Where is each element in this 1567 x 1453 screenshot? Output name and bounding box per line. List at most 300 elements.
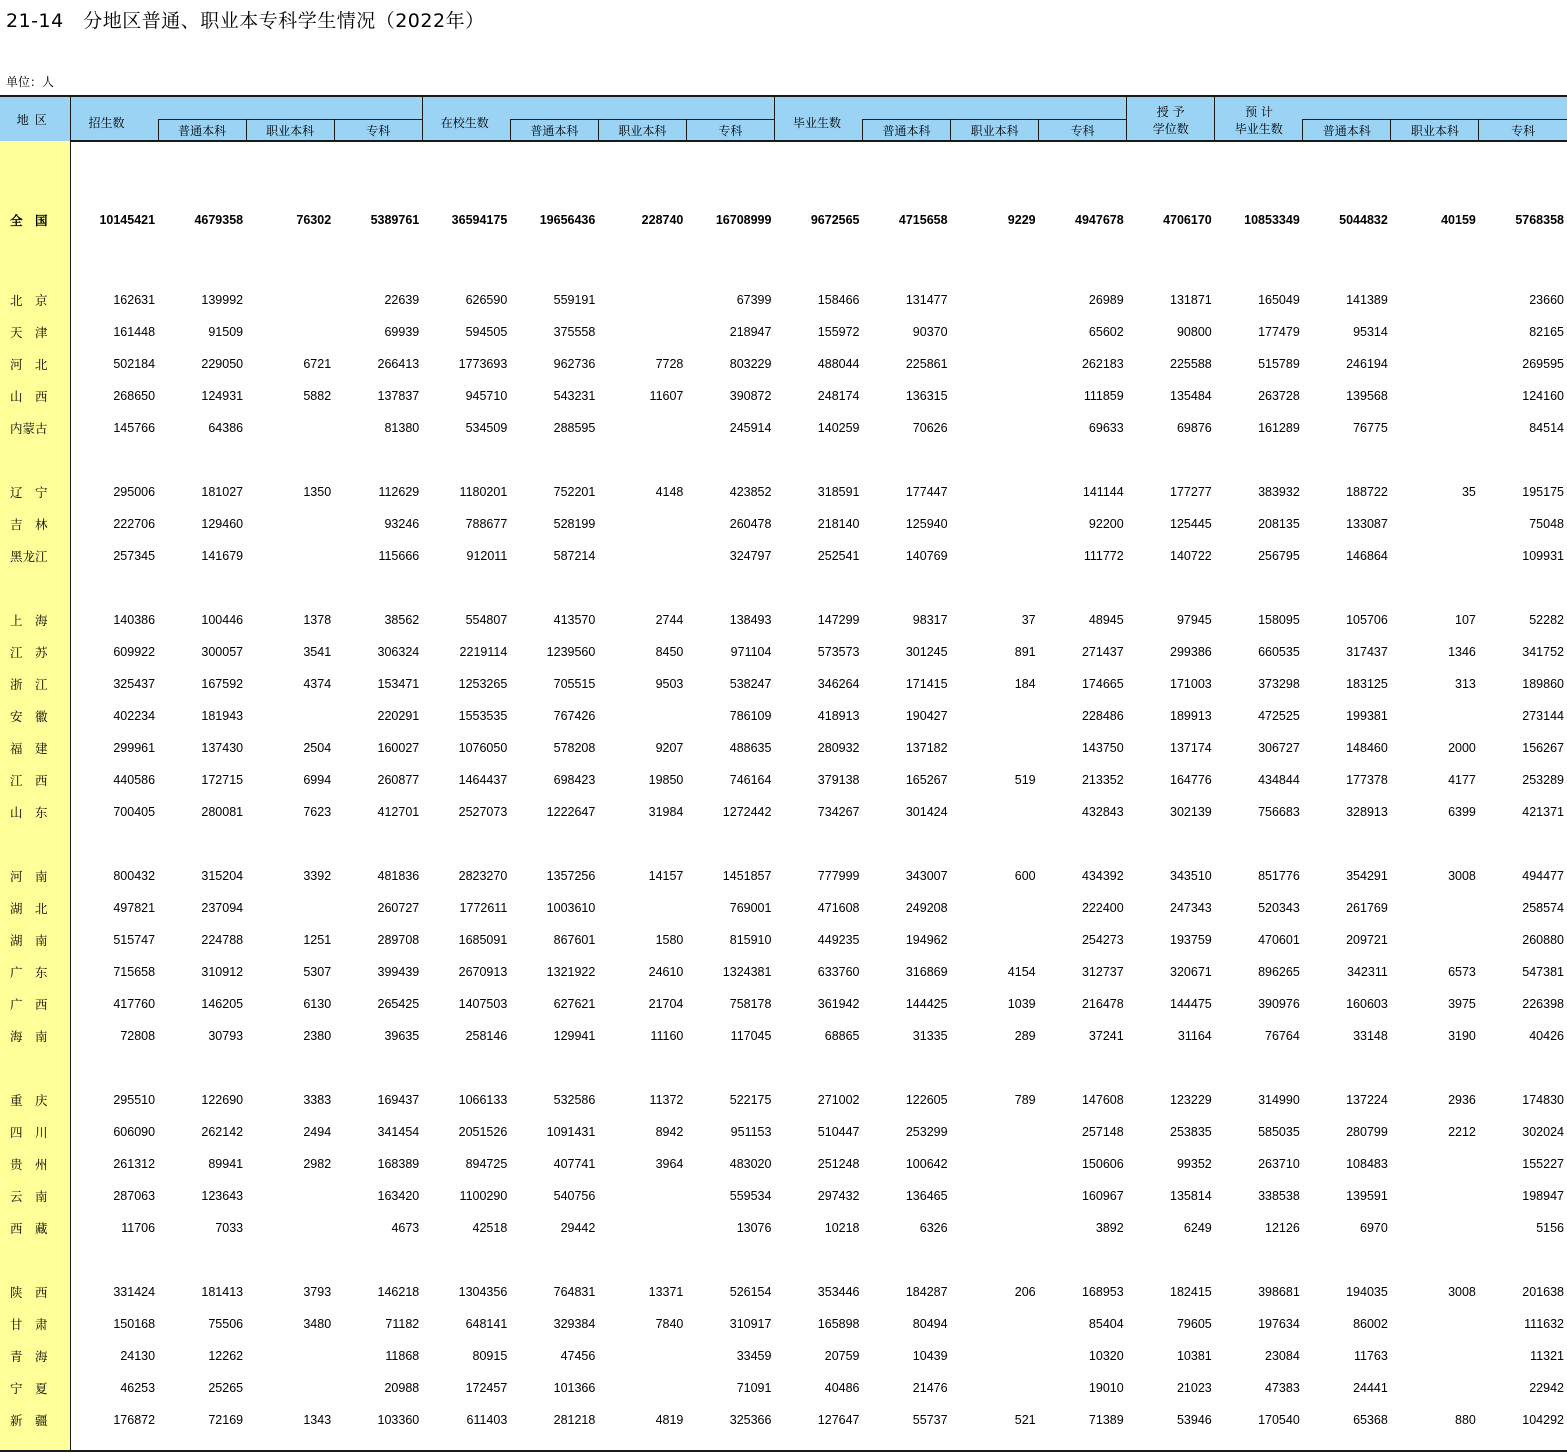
value-cell: 522175 (729, 1093, 772, 1107)
value-cell: 4947678 (1075, 213, 1124, 227)
value-cell: 488044 (817, 357, 860, 371)
value-cell: 3541 (303, 645, 332, 659)
value-cell: 237094 (201, 901, 244, 915)
value-cell: 251248 (817, 1157, 860, 1171)
header-voc-ug: 职业本科 (1391, 120, 1479, 142)
value-cell: 181027 (201, 485, 244, 499)
value-cell: 260877 (377, 773, 420, 787)
empty-cell (70, 1052, 158, 1084)
empty-cell (158, 156, 246, 188)
value-cell: 271437 (1081, 645, 1124, 659)
value-cell: 224788 (201, 933, 244, 947)
value-cell: 1100290 (459, 1189, 508, 1203)
header-regular-ug: 普通本科 (863, 120, 951, 142)
value-cell (246, 1212, 334, 1244)
value-cell: 559191 (553, 293, 596, 307)
value-cell: 705515 (553, 677, 596, 691)
empty-cell (686, 1244, 774, 1276)
value-cell: 76764 (1265, 1029, 1300, 1043)
empty-cell (951, 828, 1039, 860)
value-cell: 189913 (1170, 709, 1212, 723)
value-cell: 343510 (1170, 869, 1212, 883)
value-cell: 815910 (729, 933, 772, 947)
value-cell: 3975 (1448, 997, 1476, 1011)
value-cell: 150606 (1081, 1157, 1124, 1171)
value-cell: 6399 (1448, 805, 1476, 819)
table-row (0, 1404, 1567, 1436)
value-cell: 21704 (648, 997, 684, 1011)
region-cell (0, 1052, 70, 1084)
empty-cell (1479, 1436, 1567, 1451)
value-cell: 135484 (1170, 389, 1212, 403)
empty-cell (246, 141, 334, 156)
table-row (0, 988, 1567, 1020)
value-cell (1391, 1148, 1479, 1180)
empty-cell (1127, 1244, 1215, 1276)
value-cell: 197634 (1258, 1317, 1300, 1331)
empty-cell (1391, 1436, 1479, 1451)
value-cell: 289708 (377, 933, 420, 947)
value-cell: 301245 (905, 645, 948, 659)
value-cell (246, 700, 334, 732)
empty-cell (1303, 1436, 1391, 1451)
value-cell: 24130 (120, 1349, 156, 1363)
empty-cell (686, 141, 774, 156)
value-cell: 131477 (905, 293, 948, 307)
value-cell: 174830 (1522, 1093, 1564, 1107)
value-cell: 519 (1014, 773, 1036, 787)
value-cell (598, 1180, 686, 1212)
value-cell: 758178 (729, 997, 772, 1011)
empty-cell (1215, 156, 1303, 188)
table-row (0, 1276, 1567, 1308)
empty-cell (510, 444, 598, 476)
value-cell (951, 796, 1039, 828)
empty-cell (70, 572, 158, 604)
value-cell: 124931 (201, 389, 244, 403)
value-cell: 2982 (303, 1157, 332, 1171)
header-voc-ug: 职业本科 (246, 120, 334, 142)
value-cell: 306727 (1258, 741, 1300, 755)
value-cell: 262142 (201, 1125, 244, 1139)
value-cell: 107 (1455, 613, 1476, 627)
empty-cell (1391, 828, 1479, 860)
value-cell: 418913 (817, 709, 860, 723)
empty-cell (158, 1052, 246, 1084)
value-cell: 76302 (296, 213, 332, 227)
empty-cell (334, 444, 422, 476)
value-cell: 222706 (113, 517, 156, 531)
value-cell: 3480 (303, 1317, 332, 1331)
value-cell: 177447 (905, 485, 948, 499)
empty-cell (774, 1052, 862, 1084)
empty-cell (863, 828, 951, 860)
empty-cell (863, 156, 951, 188)
region-name: 广 东 (0, 956, 70, 988)
value-cell: 1180201 (459, 485, 508, 499)
empty-cell (774, 156, 862, 188)
empty-cell (774, 444, 862, 476)
region-name: 黑龙江 (0, 540, 70, 572)
value-cell: 2219114 (459, 645, 508, 659)
value-cell: 115666 (378, 549, 420, 563)
value-cell: 1553535 (458, 709, 508, 723)
value-cell: 328913 (1346, 805, 1388, 819)
value-cell: 133087 (1346, 517, 1388, 531)
value-cell: 165267 (905, 773, 948, 787)
empty-cell (598, 1436, 686, 1451)
empty-cell (1479, 828, 1567, 860)
empty-cell (70, 1244, 158, 1276)
empty-cell (686, 252, 774, 284)
value-cell: 962736 (553, 357, 596, 371)
empty-cell (951, 1436, 1039, 1451)
empty-cell (158, 252, 246, 284)
empty-cell (510, 1436, 598, 1451)
empty-cell (334, 1436, 422, 1451)
value-cell: 22942 (1529, 1381, 1564, 1395)
value-cell: 5044832 (1339, 213, 1388, 227)
value-cell: 194962 (905, 933, 948, 947)
empty-cell (158, 444, 246, 476)
table-row (0, 796, 1567, 828)
empty-cell (70, 141, 158, 156)
value-cell: 168953 (1081, 1285, 1124, 1299)
value-cell: 262183 (1081, 357, 1124, 371)
value-cell: 481836 (377, 869, 420, 883)
value-cell: 258146 (465, 1029, 508, 1043)
value-cell: 746164 (729, 773, 772, 787)
value-cell: 26989 (1088, 293, 1124, 307)
value-cell: 123229 (1170, 1093, 1212, 1107)
value-cell: 146864 (1346, 549, 1388, 563)
value-cell (1391, 348, 1479, 380)
spacer-row (0, 1244, 1567, 1276)
value-cell: 497821 (113, 901, 156, 915)
value-cell: 144475 (1170, 997, 1212, 1011)
value-cell (1391, 1340, 1479, 1372)
region-name: 陕 西 (0, 1276, 70, 1308)
value-cell: 1003610 (546, 901, 596, 915)
empty-cell (334, 156, 422, 188)
empty-cell (334, 141, 422, 156)
value-cell: 69939 (384, 325, 420, 339)
value-cell: 68865 (824, 1029, 860, 1043)
value-cell: 273144 (1522, 709, 1564, 723)
header-enroll-span (158, 96, 422, 120)
value-cell (598, 1212, 686, 1244)
value-cell: 2823270 (458, 869, 508, 883)
value-cell: 715658 (113, 965, 156, 979)
value-cell: 7840 (655, 1317, 684, 1331)
value-cell: 8450 (655, 645, 684, 659)
value-cell: 10320 (1088, 1349, 1124, 1363)
region-name: 湖 南 (0, 924, 70, 956)
region-name: 海 南 (0, 1020, 70, 1052)
table-row (0, 1308, 1567, 1340)
value-cell: 585035 (1258, 1125, 1300, 1139)
region-name: 江 苏 (0, 636, 70, 668)
empty-cell (1391, 444, 1479, 476)
value-cell: 295006 (113, 485, 156, 499)
value-cell (951, 892, 1039, 924)
empty-cell (598, 572, 686, 604)
value-cell: 399439 (377, 965, 420, 979)
value-cell: 69876 (1176, 421, 1212, 435)
empty-cell (1303, 1052, 1391, 1084)
value-cell: 136465 (905, 1189, 948, 1203)
empty-cell (158, 141, 246, 156)
value-cell: 434844 (1258, 773, 1300, 787)
value-cell (951, 1308, 1039, 1340)
value-cell: 543231 (553, 389, 596, 403)
value-cell: 122605 (905, 1093, 948, 1107)
empty-cell (951, 572, 1039, 604)
empty-cell (863, 252, 951, 284)
value-cell: 206 (1014, 1285, 1036, 1299)
empty-cell (1479, 252, 1567, 284)
page-title: 21-14 分地区普通、职业本专科学生情况（2022年） (6, 10, 485, 32)
value-cell: 263710 (1258, 1157, 1300, 1171)
value-cell: 271002 (817, 1093, 860, 1107)
region-name: 宁 夏 (0, 1372, 70, 1404)
value-cell: 147299 (817, 613, 860, 627)
empty-cell (1303, 156, 1391, 188)
value-cell: 5768358 (1515, 213, 1564, 227)
value-cell: 306324 (377, 645, 420, 659)
value-cell: 95314 (1353, 325, 1388, 339)
value-cell: 31335 (912, 1029, 948, 1043)
empty-cell (863, 1052, 951, 1084)
value-cell (598, 892, 686, 924)
value-cell: 19850 (648, 773, 684, 787)
value-cell: 5307 (303, 965, 332, 979)
header-junior: 专科 (1039, 120, 1127, 142)
value-cell: 160967 (1081, 1189, 1124, 1203)
empty-cell (1303, 1244, 1391, 1276)
empty-cell (1039, 828, 1127, 860)
value-cell: 423852 (729, 485, 772, 499)
empty-cell (686, 1052, 774, 1084)
table-row (0, 1084, 1567, 1116)
header-expected-bottom: 毕业生数 (1215, 120, 1303, 142)
empty-cell (422, 1244, 510, 1276)
empty-cell (1127, 141, 1215, 156)
value-cell: 1580 (655, 933, 684, 947)
empty-cell (510, 156, 598, 188)
value-cell: 627621 (553, 997, 596, 1011)
empty-cell (774, 1244, 862, 1276)
value-cell: 138493 (729, 613, 772, 627)
value-cell: 33459 (736, 1349, 772, 1363)
empty-cell (1479, 1244, 1567, 1276)
value-cell: 11321 (1530, 1349, 1564, 1363)
value-cell: 165049 (1258, 293, 1300, 307)
header-in-school-span (510, 96, 774, 120)
empty-cell (422, 828, 510, 860)
value-cell: 190427 (905, 709, 948, 723)
header-region: 地区 (0, 96, 70, 141)
value-cell: 103360 (377, 1413, 420, 1427)
empty-cell (1127, 1436, 1215, 1451)
value-cell: 4154 (1007, 965, 1036, 979)
value-cell (598, 412, 686, 444)
value-cell: 12126 (1265, 1221, 1300, 1235)
table-row (0, 348, 1567, 380)
value-cell: 1407503 (458, 997, 508, 1011)
value-cell: 1039 (1007, 997, 1036, 1011)
value-cell (598, 1372, 686, 1404)
empty-cell (422, 444, 510, 476)
value-cell: 76775 (1353, 421, 1388, 435)
value-cell: 777999 (817, 869, 860, 883)
empty-cell (1479, 444, 1567, 476)
value-cell: 295510 (113, 1093, 156, 1107)
value-cell: 633760 (817, 965, 860, 979)
value-cell: 11607 (649, 389, 684, 403)
value-cell: 470601 (1258, 933, 1300, 947)
value-cell: 143750 (1081, 741, 1124, 755)
value-cell: 13371 (648, 1285, 684, 1299)
region-name: 安 徽 (0, 700, 70, 732)
value-cell: 472525 (1258, 709, 1300, 723)
header-degree-bottom: 学位数 (1127, 120, 1215, 142)
value-cell: 10381 (1176, 1349, 1212, 1363)
value-cell: 150168 (113, 1317, 156, 1331)
value-cell: 99352 (1176, 1157, 1212, 1171)
value-cell: 951153 (730, 1125, 772, 1139)
value-cell: 1222647 (546, 805, 596, 819)
region-name: 青 海 (0, 1340, 70, 1372)
value-cell (598, 284, 686, 316)
empty-cell (246, 1052, 334, 1084)
value-cell: 263728 (1258, 389, 1300, 403)
value-cell: 256795 (1258, 549, 1300, 563)
value-cell: 105706 (1346, 613, 1388, 627)
value-cell: 71389 (1088, 1413, 1124, 1427)
empty-cell (510, 828, 598, 860)
value-cell (246, 1340, 334, 1372)
value-cell (951, 284, 1039, 316)
value-cell: 803229 (729, 357, 772, 371)
table-row (0, 604, 1567, 636)
region-name: 四 川 (0, 1116, 70, 1148)
empty-cell (158, 572, 246, 604)
value-cell: 140386 (113, 613, 156, 627)
value-cell: 361942 (817, 997, 860, 1011)
value-cell: 161289 (1258, 421, 1300, 435)
value-cell: 600 (1014, 869, 1036, 883)
value-cell: 209721 (1346, 933, 1388, 947)
region-cell (0, 828, 70, 860)
value-cell: 767426 (553, 709, 596, 723)
value-cell: 11160 (650, 1029, 684, 1043)
value-cell: 125940 (905, 517, 948, 531)
empty-cell (686, 444, 774, 476)
value-cell: 169437 (377, 1093, 420, 1107)
value-cell: 302024 (1522, 1125, 1564, 1139)
value-cell (951, 1116, 1039, 1148)
value-cell: 160027 (377, 741, 420, 755)
value-cell: 11706 (121, 1221, 156, 1235)
table-row (0, 636, 1567, 668)
value-cell (1391, 1180, 1479, 1212)
value-cell (1391, 316, 1479, 348)
value-cell: 4148 (655, 485, 684, 499)
empty-cell (1127, 156, 1215, 188)
value-cell: 375558 (553, 325, 596, 339)
value-cell: 417760 (113, 997, 156, 1011)
value-cell: 6721 (303, 357, 332, 371)
table-row (0, 668, 1567, 700)
value-cell: 4177 (1448, 773, 1476, 787)
value-cell: 174665 (1081, 677, 1124, 691)
value-cell: 249208 (905, 901, 948, 915)
value-cell: 181413 (201, 1285, 244, 1299)
value-cell: 434392 (1081, 869, 1124, 883)
value-cell: 412701 (377, 805, 420, 819)
value-cell (1391, 540, 1479, 572)
empty-cell (774, 252, 862, 284)
region-name: 天 津 (0, 316, 70, 348)
empty-cell (246, 252, 334, 284)
value-cell: 201638 (1522, 1285, 1564, 1299)
value-cell: 521 (1014, 1413, 1036, 1427)
value-cell: 471608 (817, 901, 860, 915)
value-cell: 39635 (384, 1029, 420, 1043)
value-cell (951, 700, 1039, 732)
empty-cell (951, 252, 1039, 284)
value-cell: 79605 (1176, 1317, 1212, 1331)
value-cell (246, 508, 334, 540)
empty-cell (686, 156, 774, 188)
value-cell: 6970 (1360, 1221, 1388, 1235)
value-cell: 281218 (553, 1413, 596, 1427)
value-cell: 194035 (1346, 1285, 1388, 1299)
header-graduates-span (863, 96, 1127, 120)
value-cell: 383932 (1258, 485, 1300, 499)
value-cell: 379138 (817, 773, 860, 787)
value-cell: 218140 (817, 517, 860, 531)
value-cell: 734267 (817, 805, 860, 819)
value-cell: 265425 (377, 997, 420, 1011)
value-cell: 594505 (465, 325, 508, 339)
value-cell: 280932 (817, 741, 860, 755)
empty-cell (70, 444, 158, 476)
value-cell: 20988 (384, 1381, 420, 1395)
value-cell: 25265 (208, 1381, 244, 1395)
value-cell: 156267 (1522, 741, 1564, 755)
value-cell: 534509 (465, 421, 508, 435)
empty-cell (1039, 1436, 1127, 1451)
value-cell: 880 (1455, 1413, 1476, 1427)
region-cell (0, 444, 70, 476)
header-regular-ug: 普通本科 (510, 120, 598, 142)
value-cell: 559534 (729, 1189, 772, 1203)
empty-cell (158, 828, 246, 860)
value-cell: 7728 (655, 357, 684, 371)
empty-cell (951, 1244, 1039, 1276)
empty-cell (1215, 444, 1303, 476)
value-cell: 153471 (377, 677, 420, 691)
value-cell: 89941 (208, 1157, 244, 1171)
value-cell (598, 508, 686, 540)
value-cell: 47383 (1265, 1381, 1300, 1395)
value-cell: 47456 (560, 1349, 596, 1363)
value-cell: 225861 (905, 357, 948, 371)
value-cell: 261312 (113, 1157, 156, 1171)
spacer-row (0, 444, 1567, 476)
